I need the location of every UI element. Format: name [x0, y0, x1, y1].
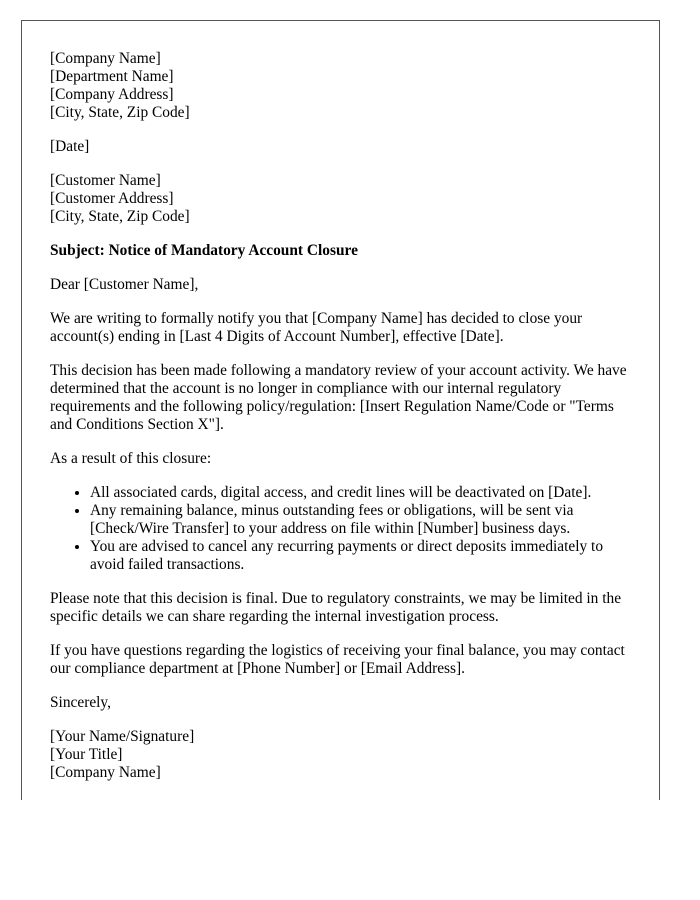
sender-company-address: [Company Address]: [50, 86, 174, 103]
list-item: • You are advised to cancel any recurring payments or direct deposits immediately to avoid failed transactions.: [90, 538, 630, 574]
list-item: • Any remaining balance, minus outstanding fees or obligations, will be sent via [Check/Wire Transfer] to your address on file within [Number] business days.: [90, 502, 630, 538]
recipient-address-block: [50, 172, 630, 226]
signature-company: [Company Name]: [50, 764, 161, 781]
paragraph-result-lead: As a result of this closure:: [50, 450, 212, 467]
paragraph-contact: If you have questions regarding the logistics of receiving your final balance, you may contact our compliance department at [Phone Number] or [Email Address].: [50, 642, 625, 677]
recipient-customer-name: [Customer Name]: [50, 172, 161, 189]
sender-city-state-zip: [City, State, Zip Code]: [50, 104, 190, 121]
letter-date: [Date]: [50, 138, 90, 155]
sender-address-block: [50, 50, 630, 122]
closure-consequences-list: [50, 484, 630, 574]
sender-department-name: [Department Name]: [50, 68, 174, 85]
signature-block: [50, 728, 630, 782]
letter-salutation: Dear [Customer Name],: [50, 276, 199, 293]
recipient-customer-address: [Customer Address]: [50, 190, 174, 207]
paragraph-final: Please note that this decision is final. Due to regulatory constraints, we may be limited in the specific details we can share regarding the internal investigation process.: [50, 590, 622, 625]
letter-subject: Subject: Notice of Mandatory Account Closure: [50, 242, 358, 259]
sender-company-name: [Company Name]: [50, 50, 161, 67]
letter-page: [21, 20, 660, 800]
list-item: • All associated cards, digital access, and credit lines will be deactivated on [Date].: [90, 484, 630, 502]
signature-title: [Your Title]: [50, 746, 123, 763]
signature-name: [Your Name/Signature]: [50, 728, 195, 745]
letter-content: [50, 50, 630, 798]
paragraph-reason: This decision has been made following a mandatory review of your account activity. We have determined that the account is no longer in compliance with our internal regulatory requirements and the following policy/regulation: [Insert Regulation Name/Code or "Terms and Conditions Section X"].: [50, 362, 627, 433]
recipient-city-state-zip: [City, State, Zip Code]: [50, 208, 190, 225]
paragraph-intro: We are writing to formally notify you that [Company Name] has decided to close your account(s) ending in [Last 4 Digits of Account Number], effective [Date].: [50, 310, 583, 345]
letter-closing: Sincerely,: [50, 694, 111, 711]
